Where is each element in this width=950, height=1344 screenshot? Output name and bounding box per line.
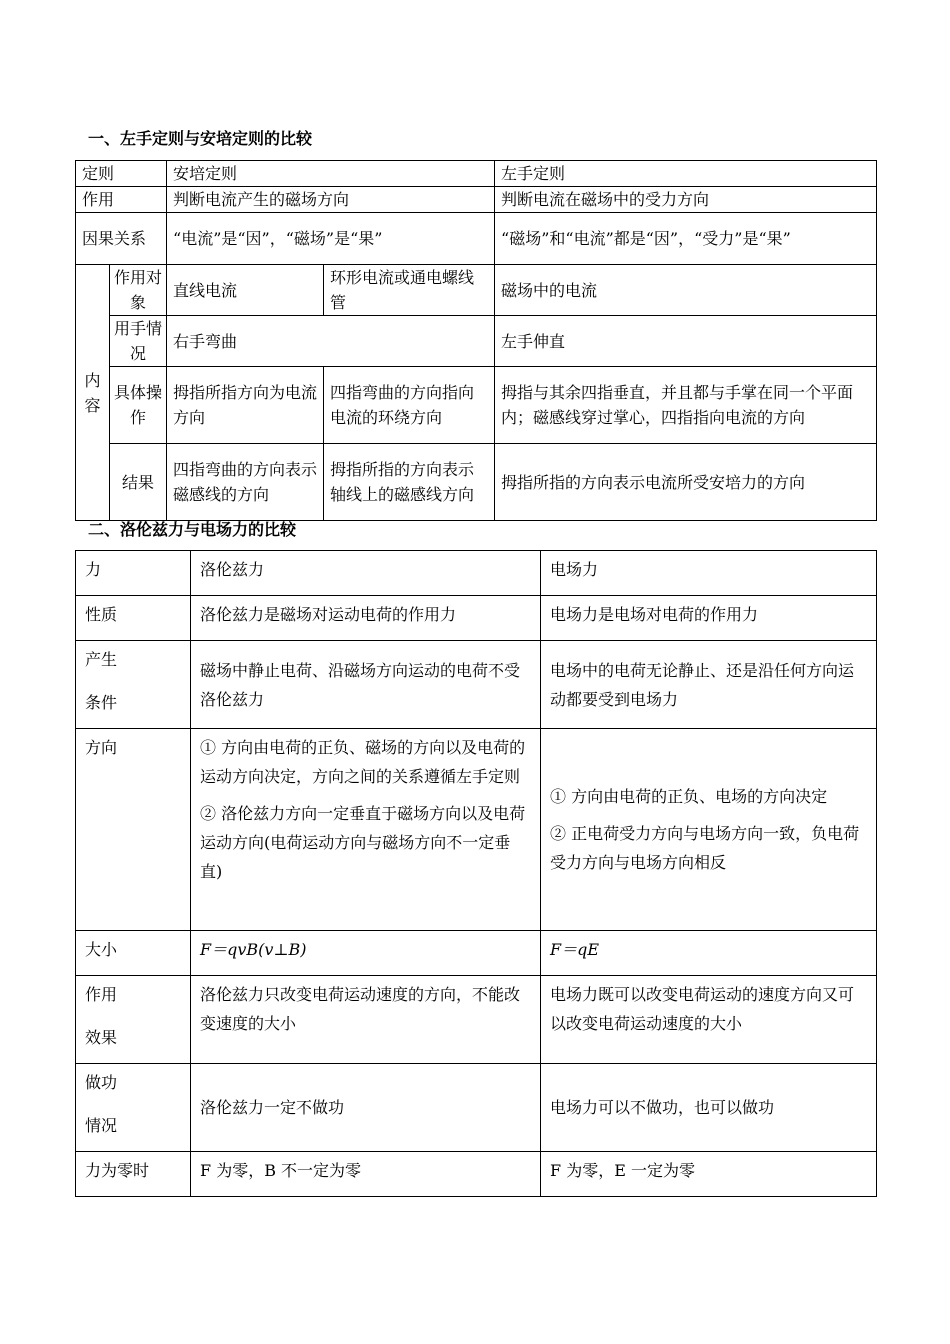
row-label: 力为零时	[76, 1152, 191, 1197]
row-label	[76, 1064, 191, 1152]
row-label: 作用	[76, 187, 167, 213]
table-cell: 洛伦兹力是磁场对运动电荷的作用力	[191, 596, 541, 641]
row-label-line: 产生	[85, 650, 118, 669]
header-cell: 力	[76, 551, 191, 596]
table-cell: 洛伦兹力只改变电荷运动速度的方向，不能改变速度的大小	[191, 976, 541, 1064]
table-cell: 拇指所指方向为电流方向	[167, 367, 324, 444]
table-cell: 四指弯曲的方向指向电流的环绕方向	[324, 367, 495, 444]
section1-title: 一、左手定则与安培定则的比较	[88, 129, 313, 148]
row-label-line: 作用	[85, 985, 118, 1004]
header-cell: 洛伦兹力	[191, 551, 541, 596]
content-label	[76, 265, 110, 521]
section2-title: 二、洛伦兹力与电场力的比较	[88, 520, 297, 539]
row-label-line: 做功	[85, 1073, 118, 1092]
table-cell: 电场中的电荷无论静止、还是沿任何方向运动都要受到电场力	[541, 641, 877, 729]
row-label: 用手情况	[110, 316, 167, 367]
table-cell: 磁场中的电流	[495, 265, 877, 316]
rule-comparison-table	[75, 160, 877, 521]
table-row	[76, 1064, 877, 1152]
table-row	[76, 161, 877, 187]
table-cell: 拇指与其余四指垂直，并且都与手掌在同一个平面内；磁感线穿过掌心，四指指向电流的方向	[495, 367, 877, 444]
table-cell: 左手伸直	[495, 316, 877, 367]
table-row	[76, 316, 877, 367]
table-cell: “电流”是“因”，“磁场”是“果”	[167, 213, 495, 265]
table-row	[76, 931, 877, 976]
content-label-text: 内容	[84, 370, 101, 415]
table-cell	[191, 729, 541, 931]
paragraph: ① 方向由电荷的正负、磁场的方向以及电荷的运动方向决定，方向之间的关系遵循左手定则	[200, 738, 526, 786]
table-row	[76, 187, 877, 213]
force-comparison-table	[75, 550, 877, 1197]
table-row	[76, 976, 877, 1064]
formula: F＝qvB(v⊥B)	[191, 931, 541, 976]
paragraph: ② 正电荷受力方向与电场方向一致，负电荷受力方向与电场方向相反	[550, 824, 860, 872]
table-row	[76, 444, 877, 521]
row-label-line: 条件	[85, 693, 118, 712]
table-row	[76, 265, 877, 316]
table-row	[76, 367, 877, 444]
table-cell: 右手弯曲	[167, 316, 495, 367]
row-label: 具体操作	[110, 367, 167, 444]
table-row	[76, 641, 877, 729]
row-label: 性质	[76, 596, 191, 641]
formula: F＝qE	[541, 931, 877, 976]
header-cell: 定则	[76, 161, 167, 187]
row-label	[76, 641, 191, 729]
header-cell: 安培定则	[167, 161, 495, 187]
table-cell: 环形电流或通电螺线管	[324, 265, 495, 316]
row-label-line: 情况	[85, 1116, 118, 1135]
header-cell: 电场力	[541, 551, 877, 596]
table-row	[76, 213, 877, 265]
table-cell: 判断电流产生的磁场方向	[167, 187, 495, 213]
row-label	[76, 976, 191, 1064]
row-label: 方向	[76, 729, 191, 931]
table-row	[76, 551, 877, 596]
row-label: 结果	[110, 444, 167, 521]
row-label: 因果关系	[76, 213, 167, 265]
paragraph: ② 洛伦兹力方向一定垂直于磁场方向以及电荷运动方向(电荷运动方向与磁场方向不一定垂直)	[200, 804, 526, 881]
table-cell: 电场力既可以改变电荷运动的速度方向又可以改变电荷运动速度的大小	[541, 976, 877, 1064]
table-cell: F 为零，E 一定为零	[541, 1152, 877, 1197]
table-cell: 拇指所指的方向表示电流所受安培力的方向	[495, 444, 877, 521]
table-cell	[541, 729, 877, 931]
row-label-line: 效果	[85, 1028, 118, 1047]
table-cell: 判断电流在磁场中的受力方向	[495, 187, 877, 213]
table-cell: 电场力是电场对电荷的作用力	[541, 596, 877, 641]
table-row	[76, 596, 877, 641]
table-cell: 洛伦兹力一定不做功	[191, 1064, 541, 1152]
header-cell: 左手定则	[495, 161, 877, 187]
table-cell: 直线电流	[167, 265, 324, 316]
paragraph: ① 方向由电荷的正负、电场的方向决定	[550, 787, 828, 806]
table-cell: F 为零，B 不一定为零	[191, 1152, 541, 1197]
table-row	[76, 729, 877, 931]
table-row	[76, 1152, 877, 1197]
row-label: 作用对象	[110, 265, 167, 316]
table-cell: 拇指所指的方向表示轴线上的磁感线方向	[324, 444, 495, 521]
table-cell: “磁场”和“电流”都是“因”，“受力”是“果”	[495, 213, 877, 265]
table-cell: 电场力可以不做功，也可以做功	[541, 1064, 877, 1152]
table-cell: 四指弯曲的方向表示磁感线的方向	[167, 444, 324, 521]
table-cell: 磁场中静止电荷、沿磁场方向运动的电荷不受洛伦兹力	[191, 641, 541, 729]
row-label: 大小	[76, 931, 191, 976]
